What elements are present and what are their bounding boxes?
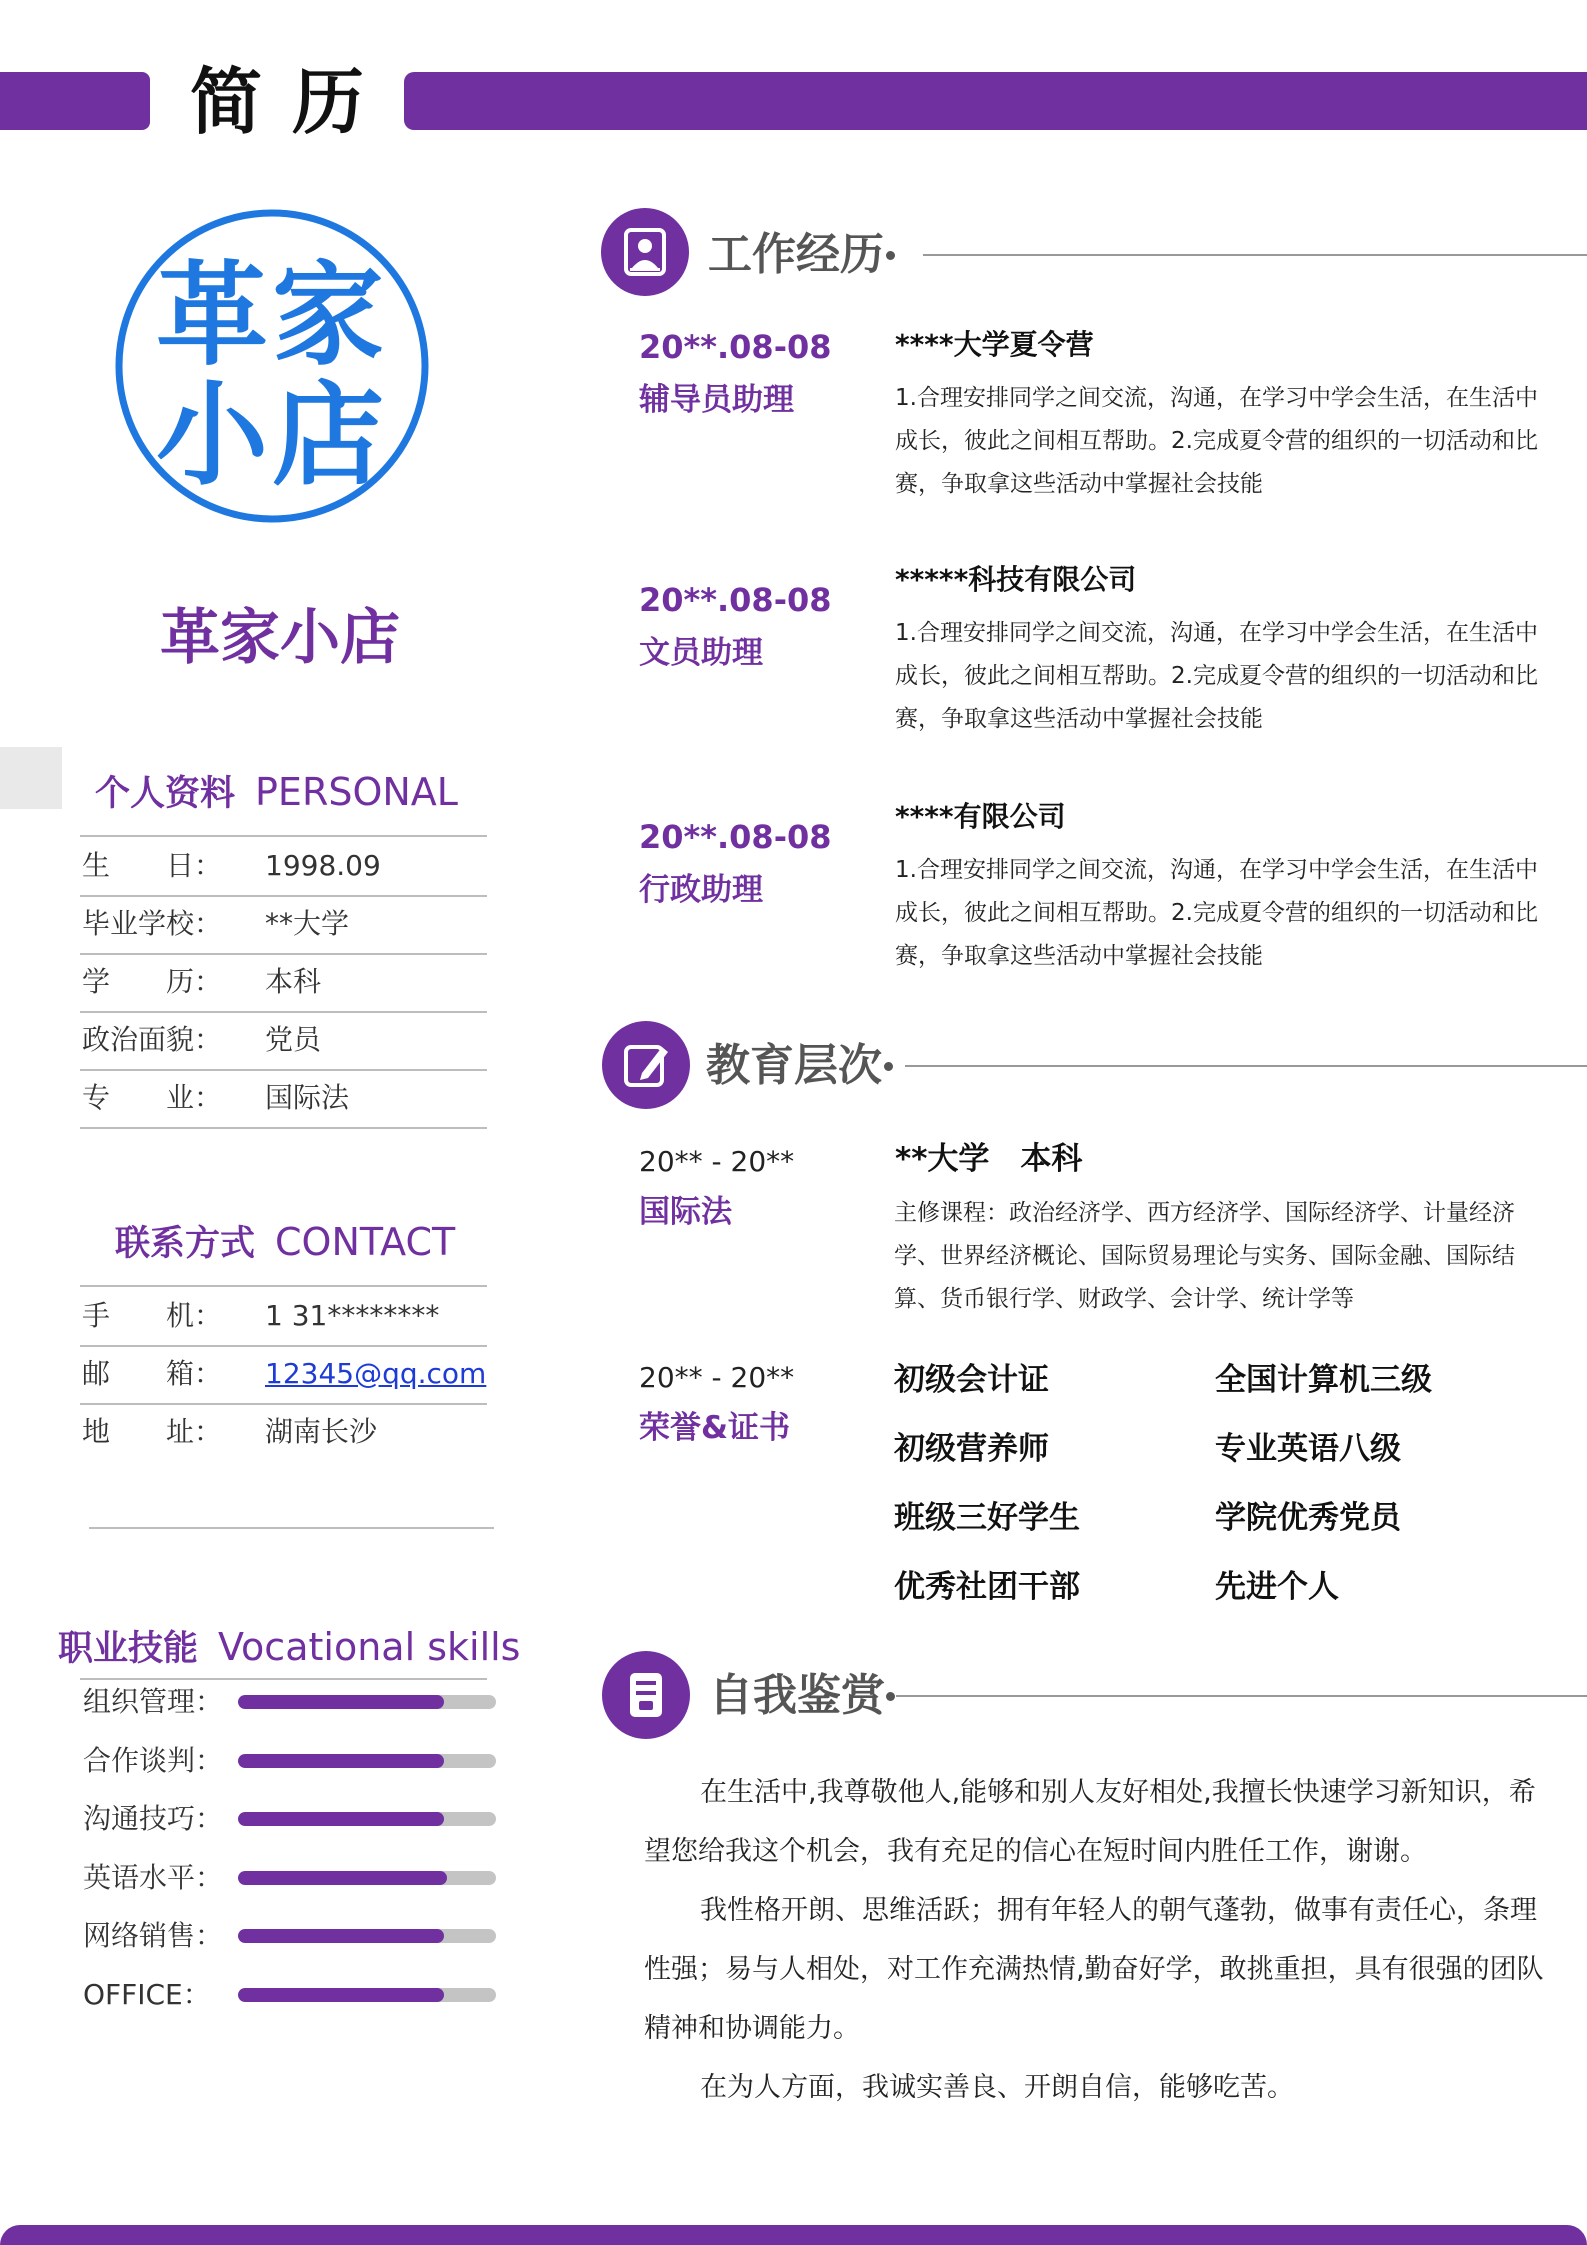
divider — [80, 1678, 487, 1680]
field-label: 毕业学校： — [82, 907, 223, 940]
education-heading: 教育层次 — [706, 1040, 882, 1091]
skill-bar-fill — [238, 1871, 447, 1885]
honor-item: 初级会计证 — [894, 1362, 1049, 1398]
skill-label: 网络销售： — [83, 1919, 224, 1952]
skills-heading-cn: 职业技能 — [58, 1629, 199, 1669]
skill-bar-fill — [238, 1812, 444, 1826]
svg-text:小店: 小店 — [156, 370, 388, 501]
personal-row — [80, 1069, 487, 1129]
heading-rule — [896, 1695, 1587, 1697]
work-description: 1.合理安排同学之间交流，沟通，在学习中学会生活，在生活中成长，彼此之间相互帮助。2.完成夏令营的组织的一切活动和比赛，争取拿这些活动中掌握社会技能 — [895, 857, 1538, 969]
degree-school: **大学 本科 — [895, 1141, 1083, 1177]
work-company: ****有限公司 — [895, 800, 1066, 833]
side-tab — [0, 747, 62, 809]
personal-row — [80, 1011, 487, 1071]
honors-label: 荣誉&证书 — [639, 1410, 791, 1446]
work-role: 行政助理 — [639, 872, 763, 908]
footer-bar — [0, 2225, 1587, 2245]
field-value: 党员 — [265, 1023, 322, 1056]
owner-name: 革家小店 — [160, 603, 400, 673]
honor-item: 班级三好学生 — [894, 1500, 1080, 1536]
degree-courses: 主修课程：政治经济学、西方经济学、国际经济学、计量经济学、世界经济概论、国际贸易理论与实务、国际金融、国际结算、货币银行学、财政学、会计学、统计学等 — [894, 1200, 1515, 1312]
skill-bar — [238, 1812, 496, 1826]
heading-dot — [884, 1062, 893, 1071]
work-heading: 工作经历 — [708, 229, 884, 280]
work-role: 辅导员助理 — [639, 382, 794, 418]
skill-bar-fill — [238, 1695, 444, 1709]
skill-label: 合作谈判： — [83, 1744, 224, 1777]
field-label: 地 址： — [82, 1415, 223, 1448]
self-eval-text — [644, 1763, 1544, 2117]
edit-pen-icon — [602, 1021, 690, 1109]
header-bar-left — [0, 72, 150, 130]
skill-label: 英语水平： — [83, 1861, 224, 1894]
document-icon — [602, 1651, 690, 1739]
work-date: 20**.08-08 — [639, 581, 832, 619]
contact-row — [80, 1403, 487, 1461]
skill-bar — [238, 1871, 496, 1885]
honor-item: 先进个人 — [1215, 1569, 1339, 1605]
contact-heading-en: CONTACT — [275, 1220, 456, 1264]
skills-heading-en: Vocational skills — [218, 1625, 521, 1669]
contact-heading-cn: 联系方式 — [115, 1224, 256, 1264]
field-value: 国际法 — [265, 1081, 350, 1114]
skill-bar — [238, 1695, 496, 1709]
skill-bar — [238, 1929, 496, 1943]
degree-date: 20** - 20** — [639, 1145, 795, 1178]
field-value: 湖南长沙 — [265, 1415, 378, 1448]
personal-heading-en: PERSONAL — [255, 770, 458, 814]
honor-item: 学院优秀党员 — [1215, 1500, 1401, 1536]
field-label: 政治面貌： — [82, 1023, 223, 1056]
email-link[interactable]: 12345@qq.com — [265, 1357, 487, 1390]
self-eval-paragraph: 我性格开朗、思维活跃；拥有年轻人的朝气蓬勃，做事有责任心，条理性强；易与人相处，对工作充满热情,勤奋好学，敢挑重担，具有很强的团队精神和协调能力。 — [644, 1895, 1544, 2044]
heading-rule — [905, 1065, 1587, 1067]
work-date: 20**.08-08 — [639, 328, 832, 366]
honor-item: 全国计算机三级 — [1215, 1362, 1432, 1398]
field-label: 学 历： — [82, 965, 223, 998]
self-eval-paragraph: 在生活中,我尊敬他人,能够和别人友好相处,我擅长快速学习新知识，希望您给我这个机会，我有充足的信心在短时间内胜任工作，谢谢。 — [644, 1777, 1536, 1867]
honors-date: 20** - 20** — [639, 1361, 795, 1394]
svg-text:革家: 革家 — [156, 250, 388, 381]
heading-dot — [886, 1692, 895, 1701]
skill-bar-fill — [238, 1754, 444, 1768]
skill-bar — [238, 1754, 496, 1768]
field-label: 手 机： — [82, 1299, 223, 1332]
work-company: *****科技有限公司 — [895, 563, 1137, 596]
contact-row — [80, 1287, 487, 1347]
heading-dot — [886, 251, 895, 260]
divider — [89, 1527, 494, 1529]
field-value: 1998.09 — [265, 849, 381, 882]
personal-heading-cn: 个人资料 — [95, 774, 236, 814]
self-eval-paragraph: 在为人方面，我诚实善良、开朗自信，能够吃苦。 — [700, 2072, 1294, 2103]
skill-label: 组织管理： — [83, 1685, 224, 1718]
contact-heading — [115, 1217, 455, 1275]
seal-logo — [112, 206, 432, 526]
personal-row — [80, 895, 487, 955]
work-description: 1.合理安排同学之间交流，沟通，在学习中学会生活，在生活中成长，彼此之间相互帮助。2.完成夏令营的组织的一切活动和比赛，争取拿这些活动中掌握社会技能 — [895, 620, 1538, 732]
work-role: 文员助理 — [639, 635, 763, 671]
field-value: 本科 — [265, 965, 322, 998]
skill-bar — [238, 1988, 496, 2002]
profile-card-icon — [601, 208, 689, 296]
skill-label: 沟通技巧： — [83, 1802, 224, 1835]
personal-row — [80, 953, 487, 1013]
work-date: 20**.08-08 — [639, 818, 832, 856]
skills-heading — [58, 1622, 520, 1680]
self-eval-heading: 自我鉴赏 — [709, 1670, 885, 1721]
skill-bar-fill — [238, 1988, 444, 2002]
honor-item: 初级营养师 — [894, 1431, 1049, 1467]
work-description: 1.合理安排同学之间交流，沟通，在学习中学会生活，在生活中成长，彼此之间相互帮助。2.完成夏令营的组织的一切活动和比赛，争取拿这些活动中掌握社会技能 — [895, 385, 1538, 497]
work-company: ****大学夏令营 — [895, 328, 1094, 361]
header-bar-right — [404, 72, 1587, 130]
heading-rule — [923, 254, 1587, 256]
personal-row — [80, 837, 487, 897]
field-label: 生 日： — [82, 849, 223, 882]
field-value: **大学 — [265, 907, 350, 940]
field-value: 1 31******** — [265, 1299, 440, 1332]
skill-label: OFFICE： — [83, 1978, 211, 2011]
personal-heading — [95, 767, 458, 825]
contact-row — [80, 1345, 487, 1405]
field-label: 邮 箱： — [82, 1357, 223, 1390]
degree-major: 国际法 — [639, 1194, 732, 1230]
page-title: 简历 — [190, 60, 395, 144]
honor-item: 优秀社团干部 — [894, 1569, 1080, 1605]
field-label: 专 业： — [82, 1081, 223, 1114]
honor-item: 专业英语八级 — [1215, 1431, 1401, 1467]
skill-bar-fill — [238, 1929, 444, 1943]
